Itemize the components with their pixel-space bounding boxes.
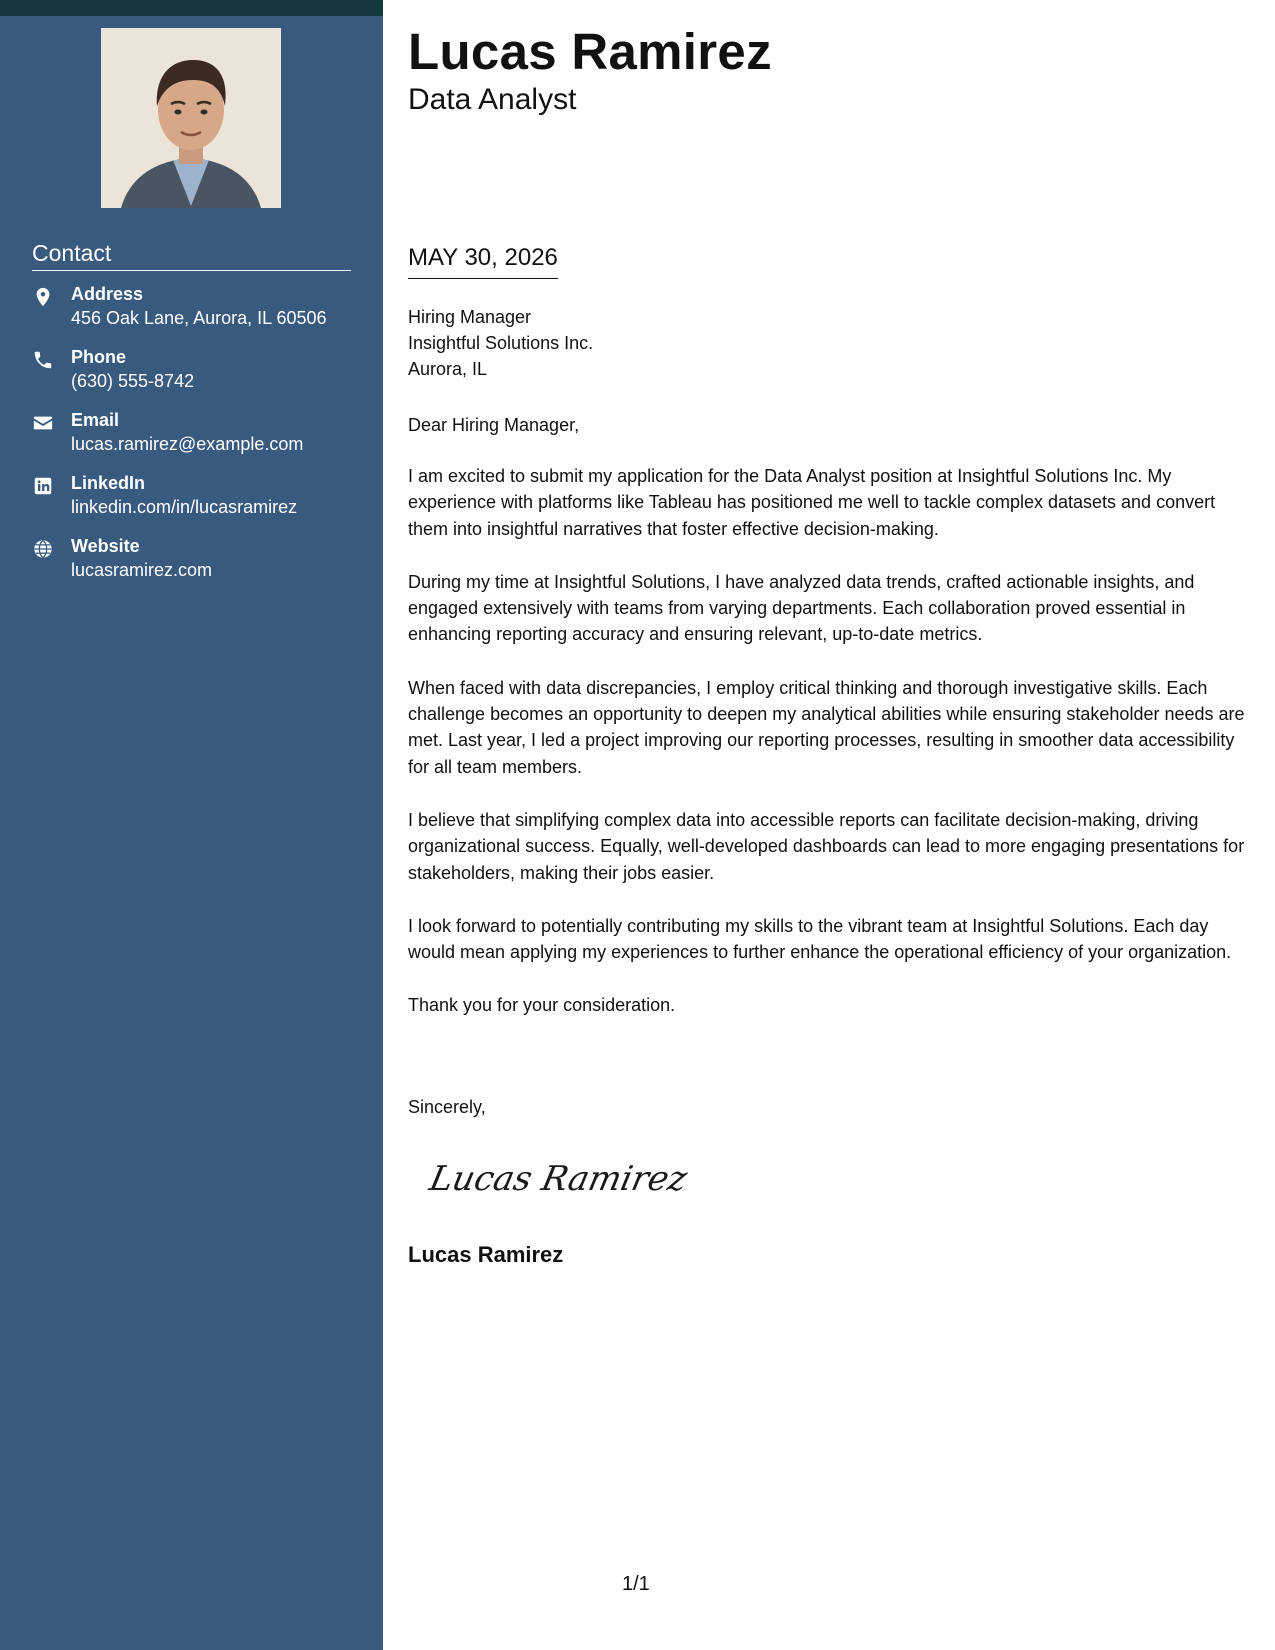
website-link[interactable]: lucasramirez.com (71, 560, 213, 580)
map-pin-icon (32, 286, 56, 310)
contact-item-linkedin (32, 473, 362, 536)
signer-name: Lucas Ramirez (408, 1242, 564, 1267)
page-number: 1/1 (622, 1573, 650, 1595)
contact-label: Website (71, 536, 140, 556)
phone-icon (32, 349, 56, 373)
letter-paragraph: I believe that simplifying complex data into accessible reports can facilitate decision-making, driving organizational success. Equally, well-developed dashboards can lead to more engaging presentations for stakeholders, making their jobs easier. (408, 809, 1245, 883)
envelope-icon (32, 412, 56, 436)
recipient-line: Aurora, IL (408, 359, 488, 379)
recipient-block (408, 304, 593, 382)
salutation: Dear Hiring Manager, (408, 415, 580, 435)
contact-label: Address (71, 284, 144, 304)
handwritten-signature (424, 1148, 691, 1208)
email-link[interactable]: lucas.ramirez@example.com (71, 434, 304, 454)
letter-paragraph: I look forward to potentially contributing my skills to the vibrant team at Insightful Solutions. Each day would mean applying my experiences to further enhance the operational efficiency of your organization. (408, 915, 1232, 963)
applicant-name: Lucas Ramirez (408, 23, 772, 80)
contact-label: LinkedIn (71, 473, 146, 493)
letter-date: MAY 30, 2026 (408, 244, 558, 279)
applicant-role: Data Analyst (408, 83, 577, 116)
contact-item-website (32, 536, 362, 599)
letter-paragraph: When faced with data discrepancies, I employ critical thinking and thorough investigative skills. Each challenge becomes an opportunity to deepen my analytical abilities while ensuring stakeholder needs are met. Last year, I led a project improving our reporting processes, resulting in smoother data accessibility for all team members. (408, 677, 1245, 777)
contact-item-address (32, 284, 362, 347)
closing: Sincerely, (408, 1097, 486, 1117)
contact-label: Phone (71, 347, 127, 367)
linkedin-link[interactable]: linkedin.com/in/lucasramirez (71, 497, 298, 517)
letter-paragraph: Thank you for your consideration. (408, 995, 676, 1016)
sidebar (0, 16, 383, 1650)
linkedin-icon (32, 475, 56, 499)
phone-value: (630) 555-8742 (71, 371, 195, 391)
letter-paragraphs (408, 463, 1253, 1046)
contact-heading: Contact (32, 240, 351, 271)
contact-item-phone (32, 347, 362, 410)
address-value: 456 Oak Lane, Aurora, IL 60506 (71, 308, 327, 328)
recipient-line: Insightful Solutions Inc. (408, 333, 594, 353)
avatar (101, 28, 281, 208)
recipient-line: Hiring Manager (408, 307, 532, 327)
letter-body (408, 0, 1253, 1650)
letter-paragraph: I am excited to submit my application for the Data Analyst position at Insightful Solutions Inc. My experience with platforms like Tableau has positioned me well to tackle complex datasets and convert them into insightful narratives that foster effective decision-making. (408, 466, 1216, 539)
globe-icon (32, 538, 56, 562)
svg-text:Lucas Ramirez: Lucas Ramirez (426, 1159, 691, 1199)
contact-list (32, 284, 362, 599)
contact-label: Email (71, 410, 120, 430)
top-accent-bar (0, 0, 383, 16)
letter-paragraph: During my time at Insightful Solutions, I have analyzed data trends, crafted actionable insights, and engaged extensively with teams from varying departments. Each collaboration proved essential in enhancing reporting accuracy and ensuring relevant, up-to-date metrics. (408, 571, 1195, 645)
contact-item-email (32, 410, 362, 473)
